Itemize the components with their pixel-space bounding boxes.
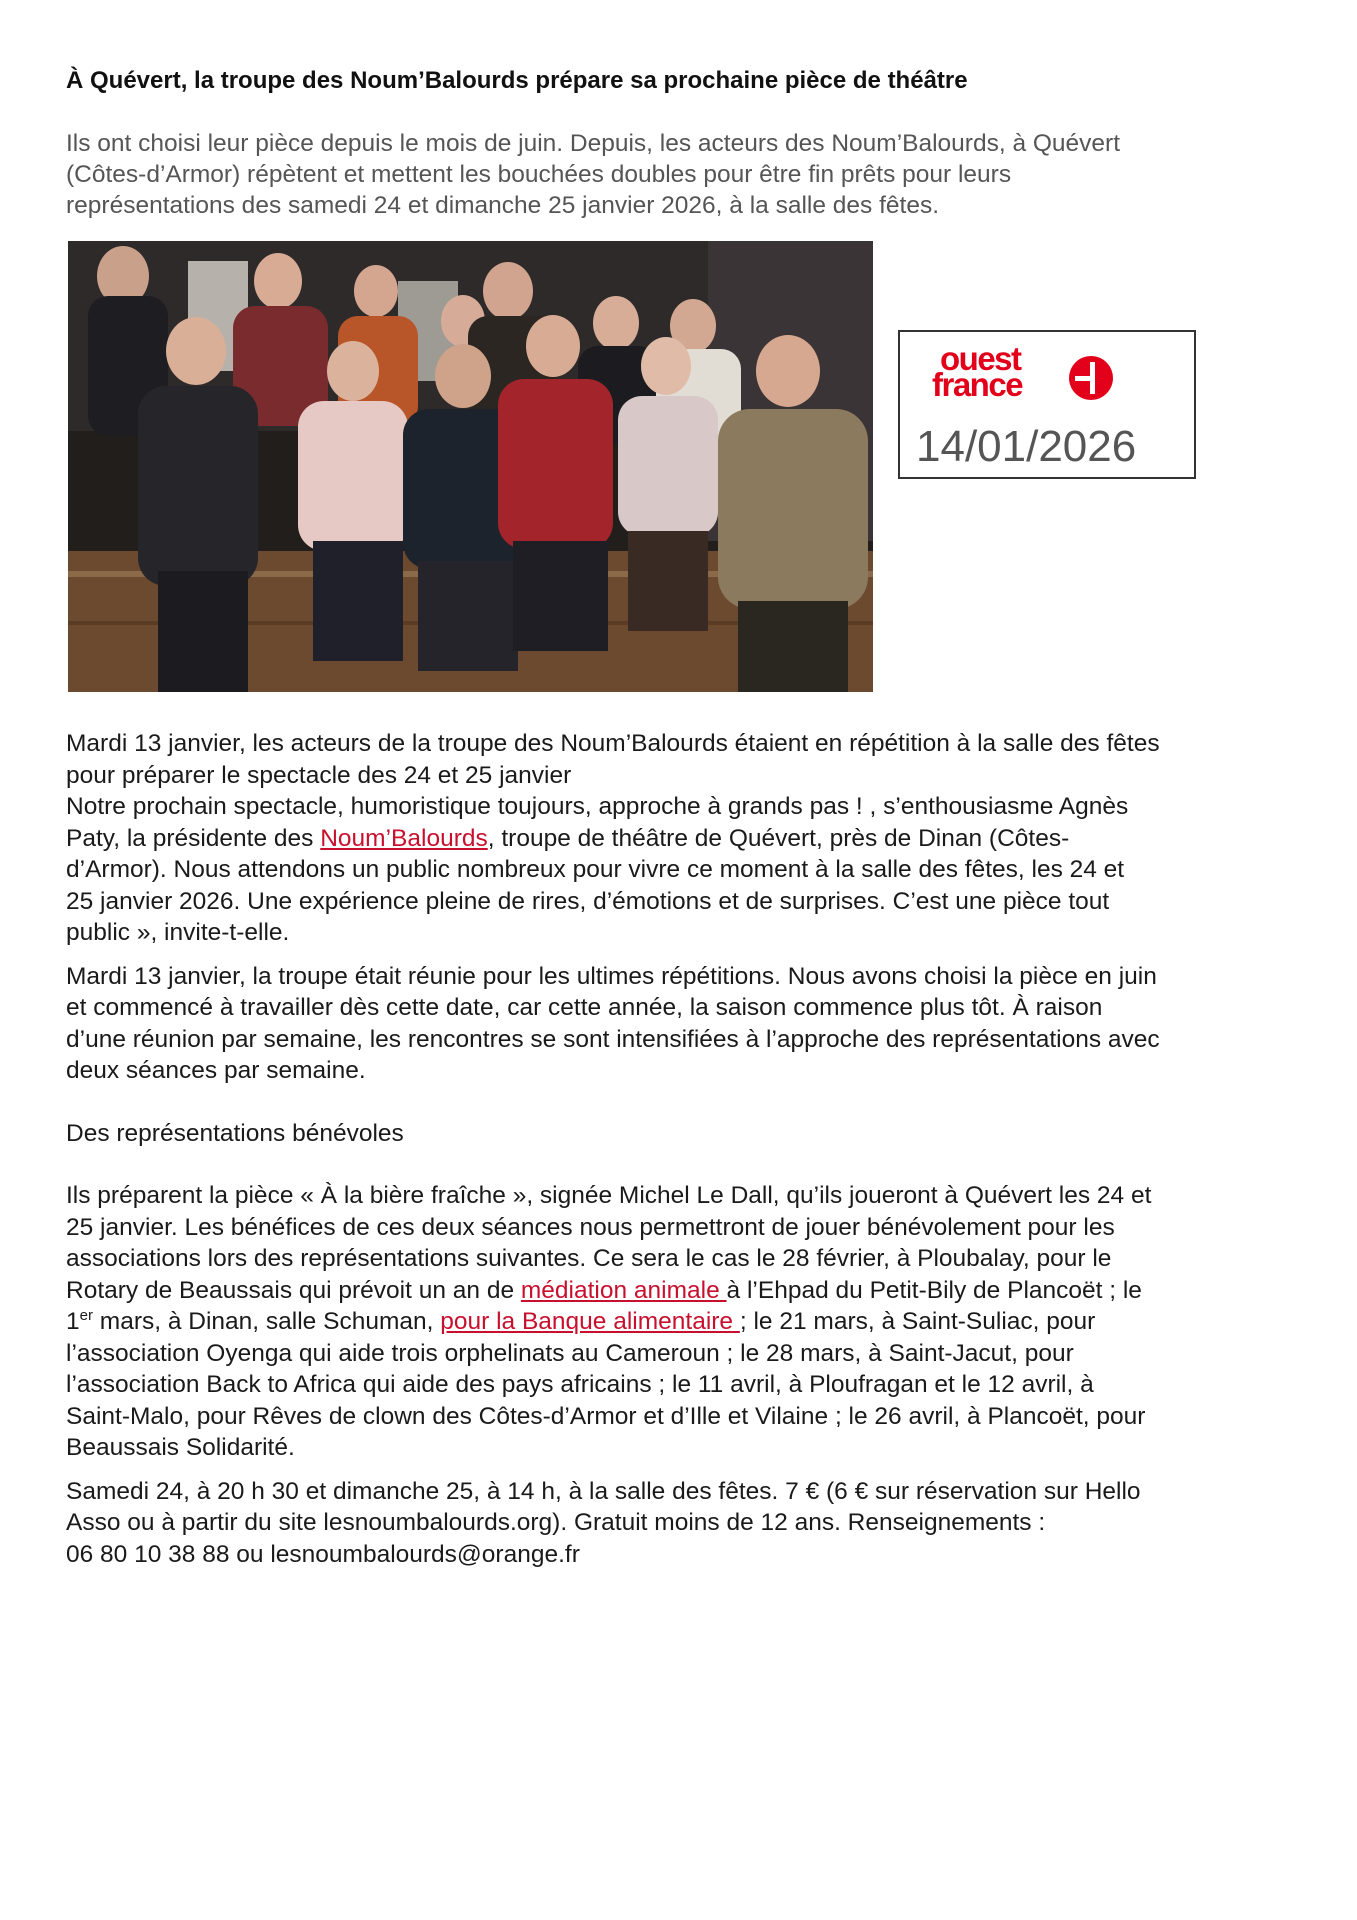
text-fragment: mars, à Dinan, salle Schuman, [92, 1308, 441, 1335]
paragraph-line: Mardi 13 janvier, la troupe était réunie pour les ultimes répétitions. Nous avons choisi la pièce en juin [66, 962, 1157, 990]
paragraph-line: Saint-Malo, pour Rêves de clown des Côtes-d’Armor et d’Ille et Vilaine ; le 26 avril, à Plancoët, pour [66, 1402, 1146, 1430]
paragraph-line: 06 80 10 38 88 ou lesnoumbalourds@orange.fr [66, 1540, 580, 1568]
publication-date: 14/01/2026 [916, 422, 1137, 471]
paragraph-line: public », invite-t-elle. [66, 919, 290, 946]
superscript: er [79, 1306, 93, 1324]
paragraph-line: Samedi 24, à 20 h 30 et dimanche 25, à 14 h, à la salle des fêtes. 7 € (6 € sur réservation sur Hello [66, 1477, 1141, 1505]
text-fragment: , troupe de théâtre de Quévert, près de Dinan (Côtes- [487, 824, 1070, 852]
text-fragment: Rotary de Beaussais qui prévoit un an de [66, 1276, 521, 1304]
article-lead [66, 128, 1266, 221]
article-body [66, 728, 1306, 1570]
text-fragment: à l’Ehpad du Petit-Bily de Plancoët ; le [726, 1276, 1142, 1304]
text-fragment: Paty, la présidente des [66, 824, 321, 852]
paragraph-line: 25 janvier. Les bénéfices de ces deux séances nous permettront de jouer bénévolement pour les [66, 1213, 1115, 1241]
paragraph-line: deux séances par semaine. [66, 1057, 366, 1084]
lead-line: représentations des samedi 24 et dimanche 25 janvier 2026, à la salle des fêtes. [66, 192, 940, 219]
troupe-group-photo [68, 241, 873, 692]
spacer [66, 1087, 1306, 1118]
article-title: À Quévert, la troupe des Noum’Balourds prépare sa prochaine pièce de théâtre [66, 67, 968, 94]
paragraph-line: Ils préparent la pièce « À la bière fraîche », signée Michel Le Dall, qu’ils joueront à Quévert les 24 et [66, 1182, 1152, 1209]
paragraph-line: Beaussais Solidarité. [66, 1434, 295, 1461]
paragraph-line: associations lors des représentations suivantes. Ce sera le cas le 28 février, à Ploubalay, pour le [66, 1245, 1112, 1272]
logo-line: ouest [940, 340, 1021, 377]
paragraph-line: et commencé à travailler dès cette date, car cette année, la saison commence plus tôt. À raison [66, 994, 1103, 1021]
paragraph-line [66, 1275, 1306, 1307]
section-subheading: Des représentations bénévoles [66, 1119, 404, 1147]
noumbalourds-link[interactable]: Noum’Balourds [320, 824, 488, 852]
paragraph-line: 25 janvier 2026. Une expérience pleine de rires, d’émotions et de surprises. C’est une pièce tout [66, 887, 1110, 915]
text-fragment: ; le 21 mars, à Saint-Suliac, pour [739, 1308, 1096, 1335]
paragraph-line: d’Armor). Nous attendons un public nombreux pour vivre ce moment à la salle des fêtes, les 24 et [66, 856, 1125, 883]
paragraph-line: Asso ou à partir du site lesnoumbalourds.org). Gratuit moins de 12 ans. Renseignements : [66, 1509, 1046, 1536]
paragraph-line [66, 1306, 1306, 1338]
lead-line: (Côtes-d’Armor) répètent et mettent les bouchées doubles pour être fin prêts pour leurs [66, 161, 1012, 188]
spacer [66, 1149, 1306, 1180]
source-date-badge [898, 330, 1196, 479]
spacer [66, 1464, 1306, 1476]
banque-alimentaire-link[interactable]: pour la Banque alimentaire [440, 1308, 740, 1335]
logo-circle-icon [1069, 356, 1113, 400]
paragraph-line: l’association Oyenga qui aide trois orphelinats au Cameroun ; le 28 mars, à Saint-Jacut, pour [66, 1339, 1074, 1367]
logo-line: france [932, 366, 1023, 403]
spacer [66, 949, 1306, 961]
photo-caption-line: pour préparer le spectacle des 24 et 25 janvier [66, 761, 572, 789]
paragraph-line [66, 823, 1306, 855]
paragraph-line: d’une réunion par semaine, les rencontres se sont intensifiées à l’approche des représentations avec [66, 1025, 1160, 1053]
paragraph-line: l’association Back to Africa qui aide des pays africains ; le 11 avril, à Ploufragan et le 12 avril, à [66, 1371, 1094, 1398]
text-fragment: 1 [66, 1308, 80, 1335]
mediation-animale-link[interactable]: médiation animale [520, 1276, 727, 1304]
lead-line: Ils ont choisi leur pièce depuis le mois de juin. Depuis, les acteurs des Noum’Balourds, à Quévert [66, 130, 1121, 157]
logo-wordmark [932, 340, 1023, 403]
paragraph-line: Notre prochain spectacle, humoristique toujours, approche à grands pas ! , s’enthousiasme Agnès [66, 793, 1129, 820]
photo-caption-line: Mardi 13 janvier, les acteurs de la troupe des Noum’Balourds étaient en répétition à la salle des fêtes [66, 730, 1160, 757]
ouest-france-logo [932, 340, 1120, 408]
